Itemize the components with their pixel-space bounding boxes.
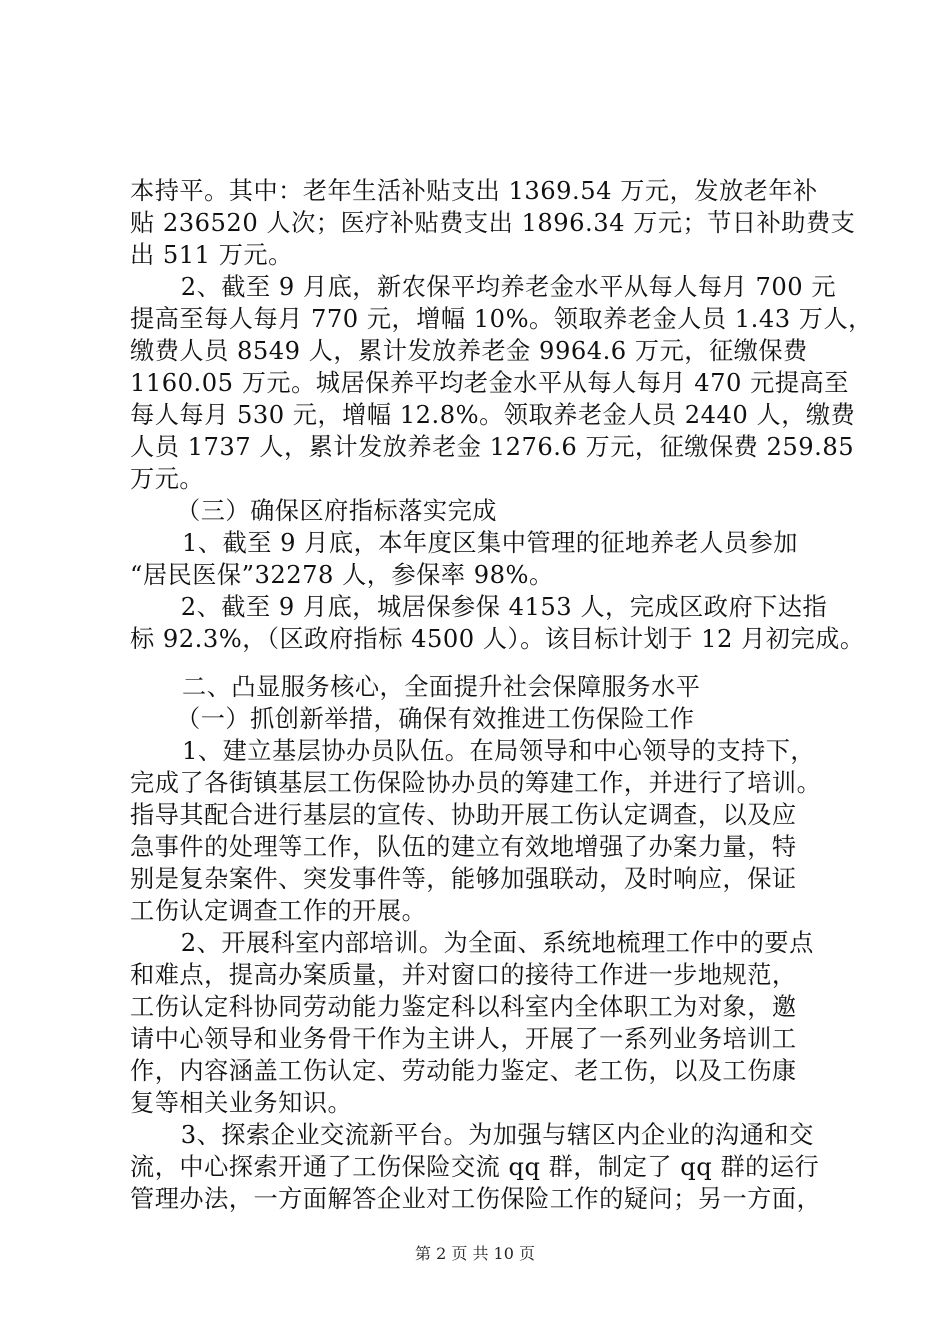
text-line: 管理办法，一方面解答企业对工伤保险工作的疑问；另一方面，	[130, 1185, 822, 1213]
text-line: 每人每月 530 元，增幅 12.8%。领取养老金人员 2440 人，缴费	[130, 401, 856, 429]
text-line: 完成了各街镇基层工伤保险协办员的筹建工作，并进行了培训。	[130, 769, 822, 797]
text-line: 作，内容涵盖工伤认定、劳动能力鉴定、老工伤，以及工伤康	[130, 1057, 797, 1085]
text-line: 人员 1737 人，累计发放养老金 1276.6 万元，征缴保费 259.85	[130, 433, 855, 461]
section-heading: （三）确保区府指标落实完成	[176, 497, 497, 525]
text-line: 1、截至 9 月底，本年度区集中管理的征地养老人员参加	[182, 529, 798, 557]
text-line: 3、探索企业交流新平台。为加强与辖区内企业的沟通和交	[156, 1121, 814, 1149]
section-heading: （一）抓创新举措，确保有效推进工伤保险工作	[176, 705, 695, 733]
text-line: 万元。	[130, 465, 205, 493]
text-line: 1、建立基层协办员队伍。在局领导和中心领导的支持下，	[182, 737, 816, 765]
text-line: 2、开展科室内部培训。为全面、系统地梳理工作中的要点	[156, 929, 814, 957]
section-heading: 二、凸显服务核心，全面提升社会保障服务水平	[182, 673, 701, 701]
text-line: 工伤认定科协同劳动能力鉴定科以科室内全体职工为对象，邀	[130, 993, 797, 1021]
text-line: 工伤认定调查工作的开展。	[130, 897, 427, 925]
text-line: “居民医保”32278 人，参保率 98%。	[130, 561, 554, 589]
text-line: 标 92.3%，（区政府指标 4500 人）。该目标计划于 12 月初完成。	[130, 625, 865, 653]
text-line: 流，中心探索开通了工伤保险交流 qq 群，制定了 qq 群的运行	[130, 1153, 820, 1181]
text-line: 本持平。其中：老年生活补贴支出 1369.54 万元，发放老年补	[130, 177, 818, 205]
text-line: 出 511 万元。	[130, 241, 293, 269]
text-line: 1160.05 万元。城居保养平均老金水平从每人每月 470 元提高至	[130, 369, 849, 397]
text-line: 贴 236520 人次；医疗补贴费支出 1896.34 万元；节日补助费支	[130, 209, 856, 237]
text-line: 和难点，提高办案质量，并对窗口的接待工作进一步地规范，	[130, 961, 797, 989]
text-line: 2、截至 9 月底，城居保参保 4153 人，完成区政府下达指	[156, 593, 828, 621]
text-line: 复等相关业务知识。	[130, 1089, 353, 1117]
page-footer: 第 2 页 共 10 页	[415, 1244, 535, 1263]
text-line: 急事件的处理等工作，队伍的建立有效地增强了办案力量，特	[130, 833, 797, 861]
text-line: 请中心领导和业务骨干作为主讲人，开展了一系列业务培训工	[130, 1025, 797, 1053]
text-line: 缴费人员 8549 人，累计发放养老金 9964.6 万元，征缴保费	[130, 337, 808, 365]
text-line: 别是复杂案件、突发事件等，能够加强联动，及时响应，保证	[130, 865, 797, 893]
text-line: 提高至每人每月 770 元，增幅 10%。领取养老金人员 1.43 万人，	[130, 305, 873, 333]
text-line: 2、截至 9 月底，新农保平均养老金水平从每人每月 700 元	[156, 273, 837, 301]
text-line: 指导其配合进行基层的宣传、协助开展工伤认定调查，以及应	[130, 801, 797, 829]
